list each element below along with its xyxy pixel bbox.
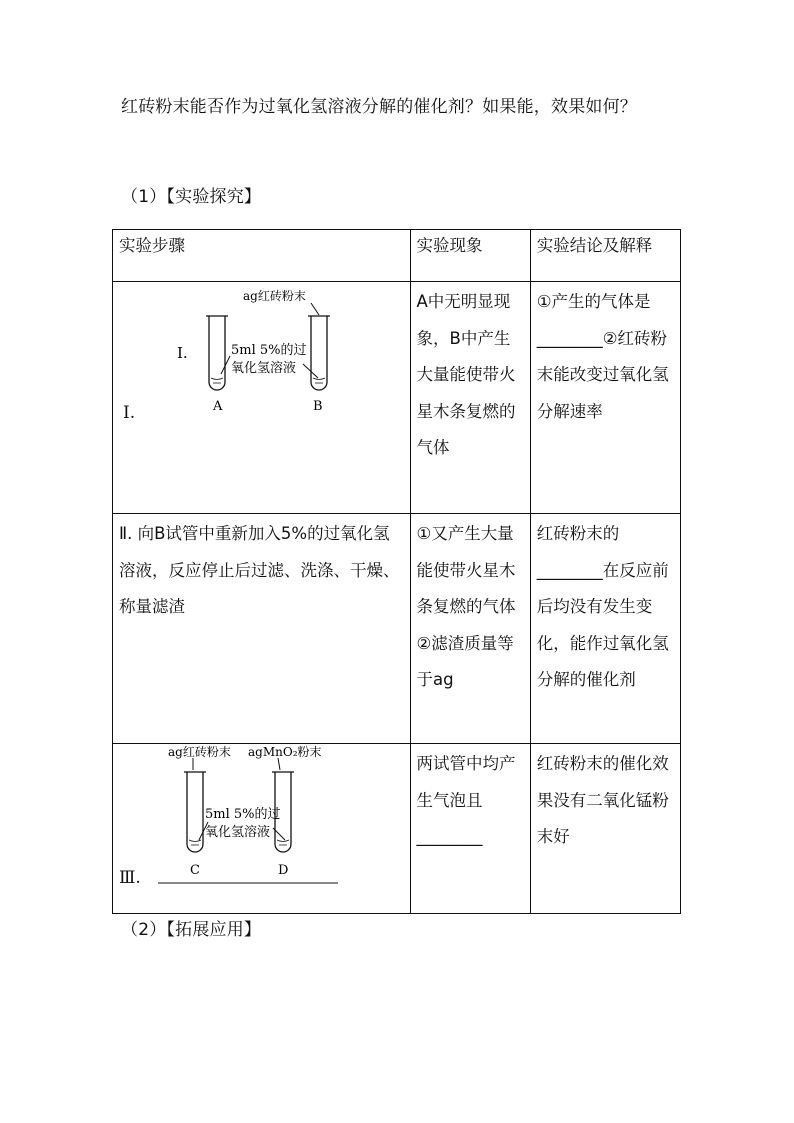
tube-c-label: C: [190, 863, 200, 878]
conclusion-cell-3: 红砖粉末的催化效果没有二氧化锰粉末好: [530, 744, 680, 914]
tube-b: [311, 316, 327, 390]
figure3-solution-line2: 氧化氢溶液: [205, 825, 271, 840]
section-heading-1: （1）【实验探究】: [121, 187, 262, 207]
header-cell-phenomenon: 实验现象: [410, 230, 530, 282]
step-label-1: Ⅰ.: [123, 403, 136, 423]
figure3-label-left: ag红砖粉末: [168, 745, 231, 759]
figure1-solution-line2: 氧化氢溶液: [231, 361, 297, 376]
table-row: [113, 514, 681, 744]
question-text: 红砖粉末能否作为过氧化氢溶液分解的催化剂？如果能，效果如何？: [121, 97, 637, 117]
step-cell-3: [113, 744, 411, 914]
conclusion-cell-1: ①产生的气体是________②红砖粉末能改变过氧化氢分解速率: [530, 282, 680, 514]
section-heading-2: （2）【拓展应用】: [121, 920, 262, 940]
phenomenon-cell-1: A中无明显现象，B中产生大量能使带火星木条复燃的气体: [410, 282, 530, 514]
phenomenon-cell-3: 两试管中均产生气泡且________: [410, 744, 530, 914]
table-row: [113, 744, 681, 914]
table-row: [113, 282, 681, 514]
experiment-figure-3: [113, 744, 410, 914]
tube-a-label: A: [213, 399, 223, 414]
tube-d-label: D: [278, 863, 289, 878]
figure3-label-right: agMnO₂粉末: [248, 745, 322, 759]
experiment-table: [112, 229, 681, 914]
figure1-inner-label: Ⅰ.: [177, 344, 188, 362]
step-label-3: Ⅲ.: [119, 868, 141, 888]
header-cell-conclusion: 实验结论及解释: [530, 230, 680, 282]
table-header-row: [113, 230, 681, 282]
figure3-solution-line1: 5ml 5%的过: [205, 807, 281, 822]
header-cell-steps: 实验步骤: [113, 230, 411, 282]
tube-b-label: B: [313, 399, 323, 414]
step-cell-1: [113, 282, 411, 514]
conclusion-cell-2: 红砖粉末的________在反应前后均没有发生变化，能作过氧化氢分解的催化剂: [530, 514, 680, 744]
phenomenon-cell-2: ①又产生大量能使带火星木条复燃的气体②滤渣质量等于ag: [410, 514, 530, 744]
figure1-top-label: ag红砖粉末: [243, 289, 306, 303]
tube-a: [209, 316, 225, 390]
experiment-figure-1: [113, 282, 410, 514]
step-cell-2: Ⅱ. 向B试管中重新加入5%的过氧化氢溶液，反应停止后过滤、洗涤、干燥、称量滤渣: [113, 514, 411, 744]
figure1-solution-line1: 5ml 5%的过: [231, 343, 307, 358]
